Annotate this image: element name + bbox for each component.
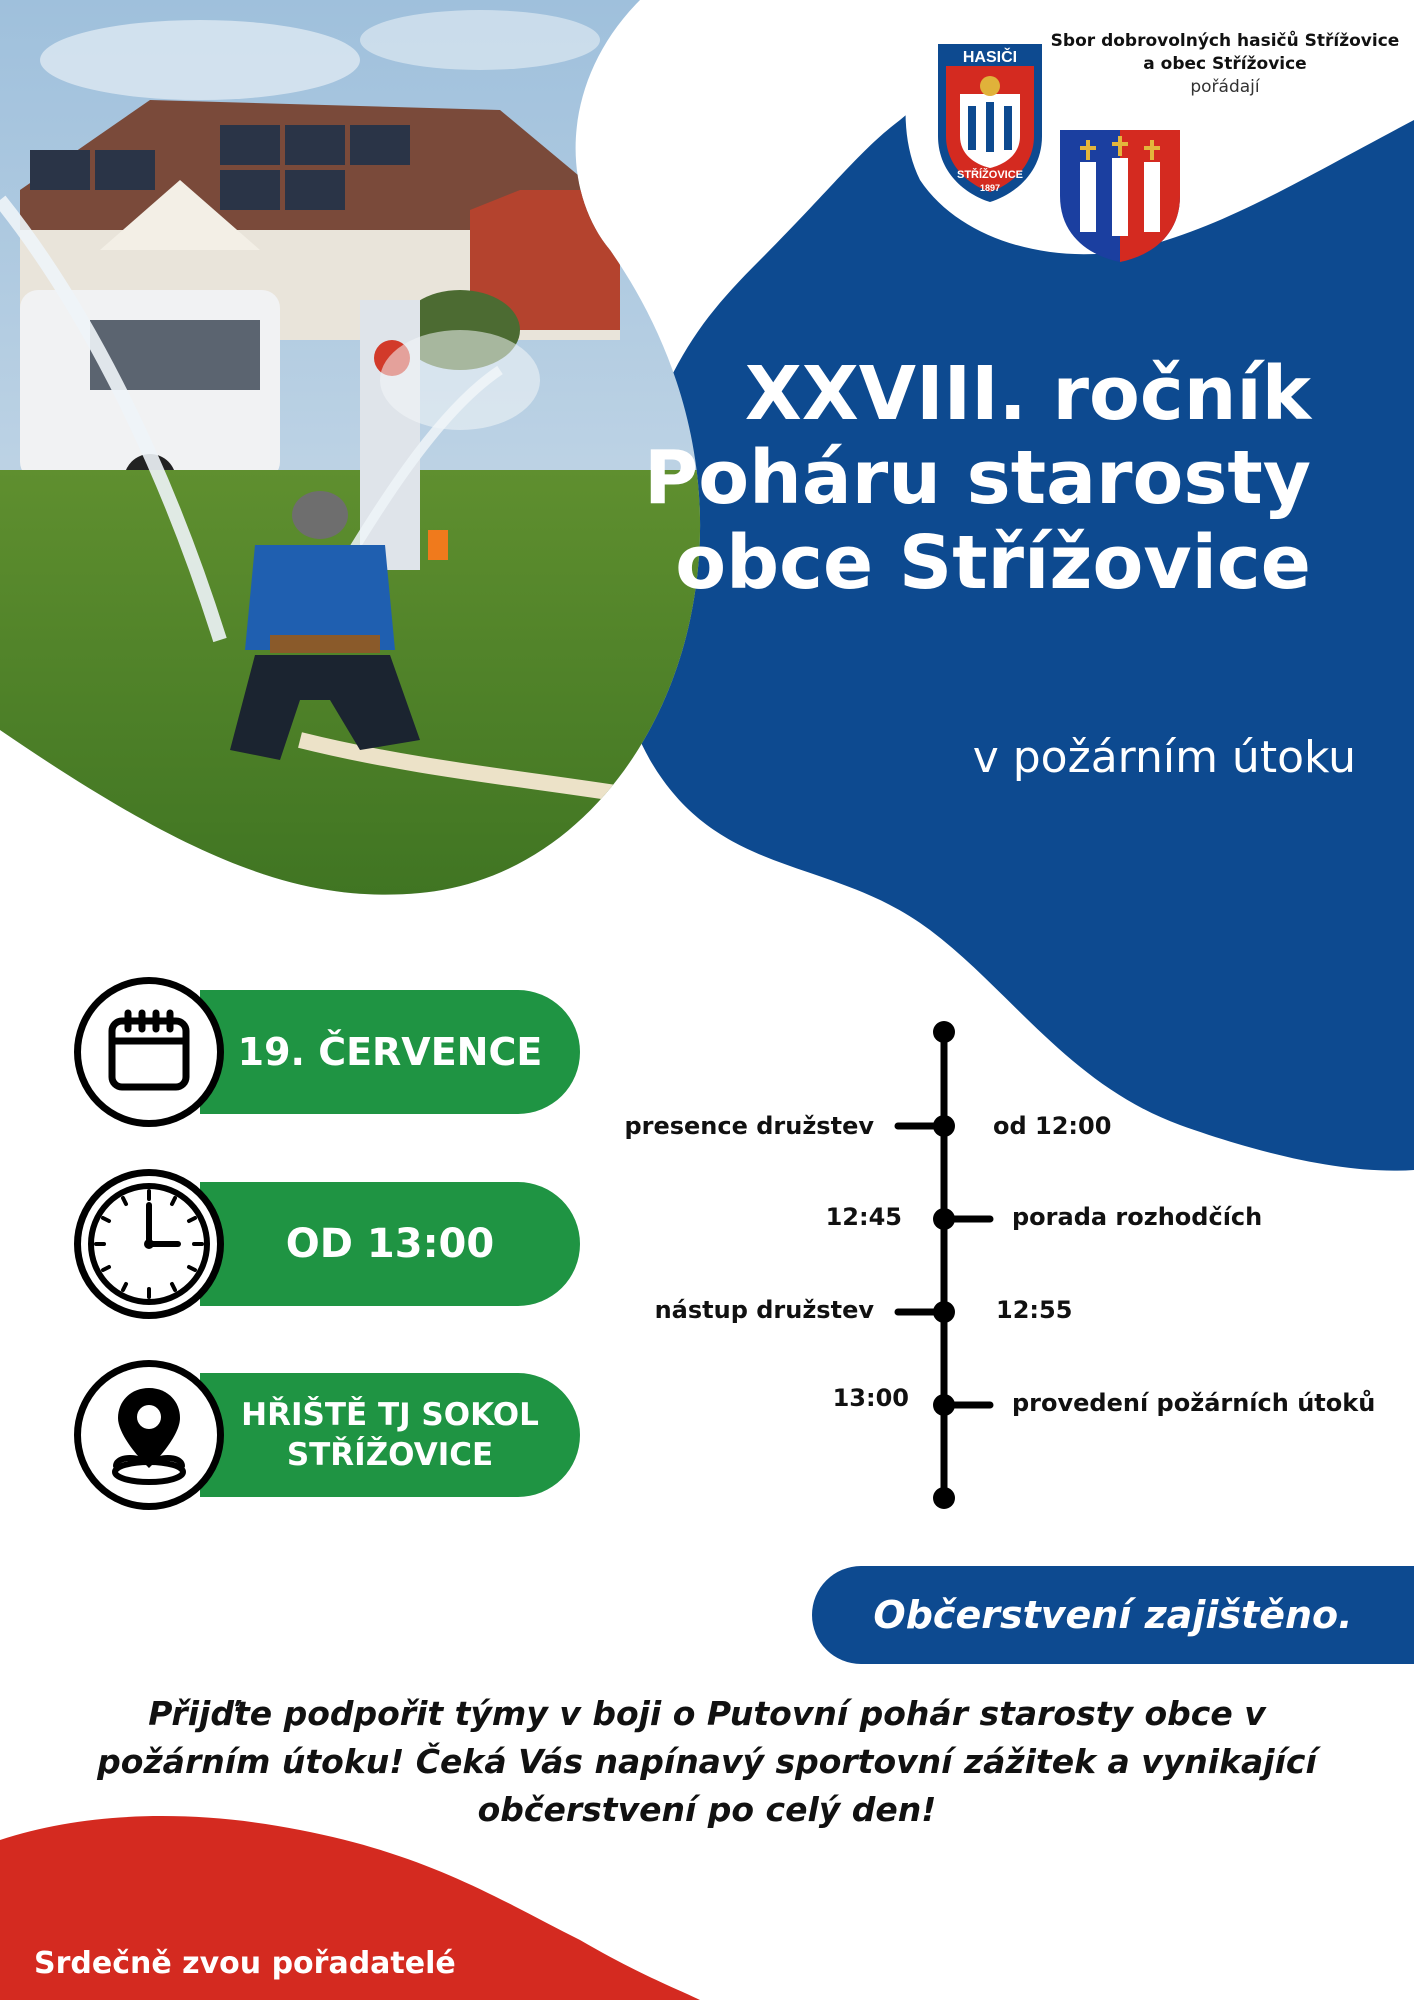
invitation-text	[60, 1690, 1354, 1834]
title-line-3: obce Střížovice	[675, 519, 1311, 606]
organizer-line-2: a obec Střížovice	[1143, 53, 1307, 74]
date-text: 19. ČERVENCE	[237, 1030, 543, 1074]
calendar-icon	[74, 977, 224, 1127]
firefighter-photo	[0, 0, 720, 910]
invite-line-3: občerstvení po celý den!	[477, 1789, 937, 1829]
refreshments-banner	[812, 1566, 1414, 1664]
invite-line-2: požárním útoku! Čeká Vás napínavý sportovní zážitek a vynikající	[97, 1741, 1317, 1781]
event-subtitle: v požárním útoku	[972, 732, 1356, 783]
location-pin-icon	[74, 1360, 224, 1510]
fire-brigade-badge	[930, 36, 1050, 206]
organizer-line-3: pořádají	[1190, 76, 1260, 97]
badge-bottom-text: STŘÍŽOVICE	[956, 169, 1024, 181]
timeline-item-2-right: porada rozhodčích	[1012, 1203, 1263, 1231]
timeline-item-4-right: provedení požárních útoků	[1012, 1389, 1376, 1417]
organizer-line-1: Sbor dobrovolných hasičů Střížovice	[1050, 31, 1400, 51]
place-line-1: HŘIŠTĚ TJ SOKOL	[241, 1396, 539, 1433]
badge-top-text: HASIČI	[962, 49, 1018, 66]
event-title	[644, 352, 1311, 605]
time-pill	[200, 1182, 580, 1306]
invite-line-1: Přijďte podpořit týmy v boji o Putovní pohár starosty obce v	[148, 1694, 1266, 1733]
badge-year-text: 1897	[979, 183, 1001, 193]
title-line-1: XXVIII. ročník	[744, 351, 1311, 437]
timeline-item-1-left: presence družstev	[624, 1112, 874, 1140]
clock-icon	[74, 1169, 224, 1319]
timeline-item-1-right: od 12:00	[993, 1112, 1112, 1140]
time-text: OD 13:00	[285, 1221, 495, 1267]
timeline-item-4-left: 13:00	[832, 1384, 909, 1412]
village-coat-of-arms	[1054, 126, 1186, 266]
timeline-item-2-left: 12:45	[825, 1203, 902, 1231]
timeline-item-3-right: 12:55	[996, 1296, 1073, 1324]
date-pill	[200, 990, 580, 1114]
footer-text: Srdečně zvou pořadatelé	[34, 1946, 456, 1981]
schedule-timeline	[898, 1032, 990, 1498]
place-line-2: STŘÍŽOVICE	[286, 1437, 494, 1473]
refreshments-text: Občerstvení zajištěno.	[873, 1593, 1353, 1637]
timeline-item-3-left: nástup družstev	[654, 1296, 874, 1324]
title-line-2: Poháru starosty	[644, 435, 1311, 522]
organizer-block	[1040, 30, 1410, 99]
place-pill	[200, 1373, 580, 1497]
